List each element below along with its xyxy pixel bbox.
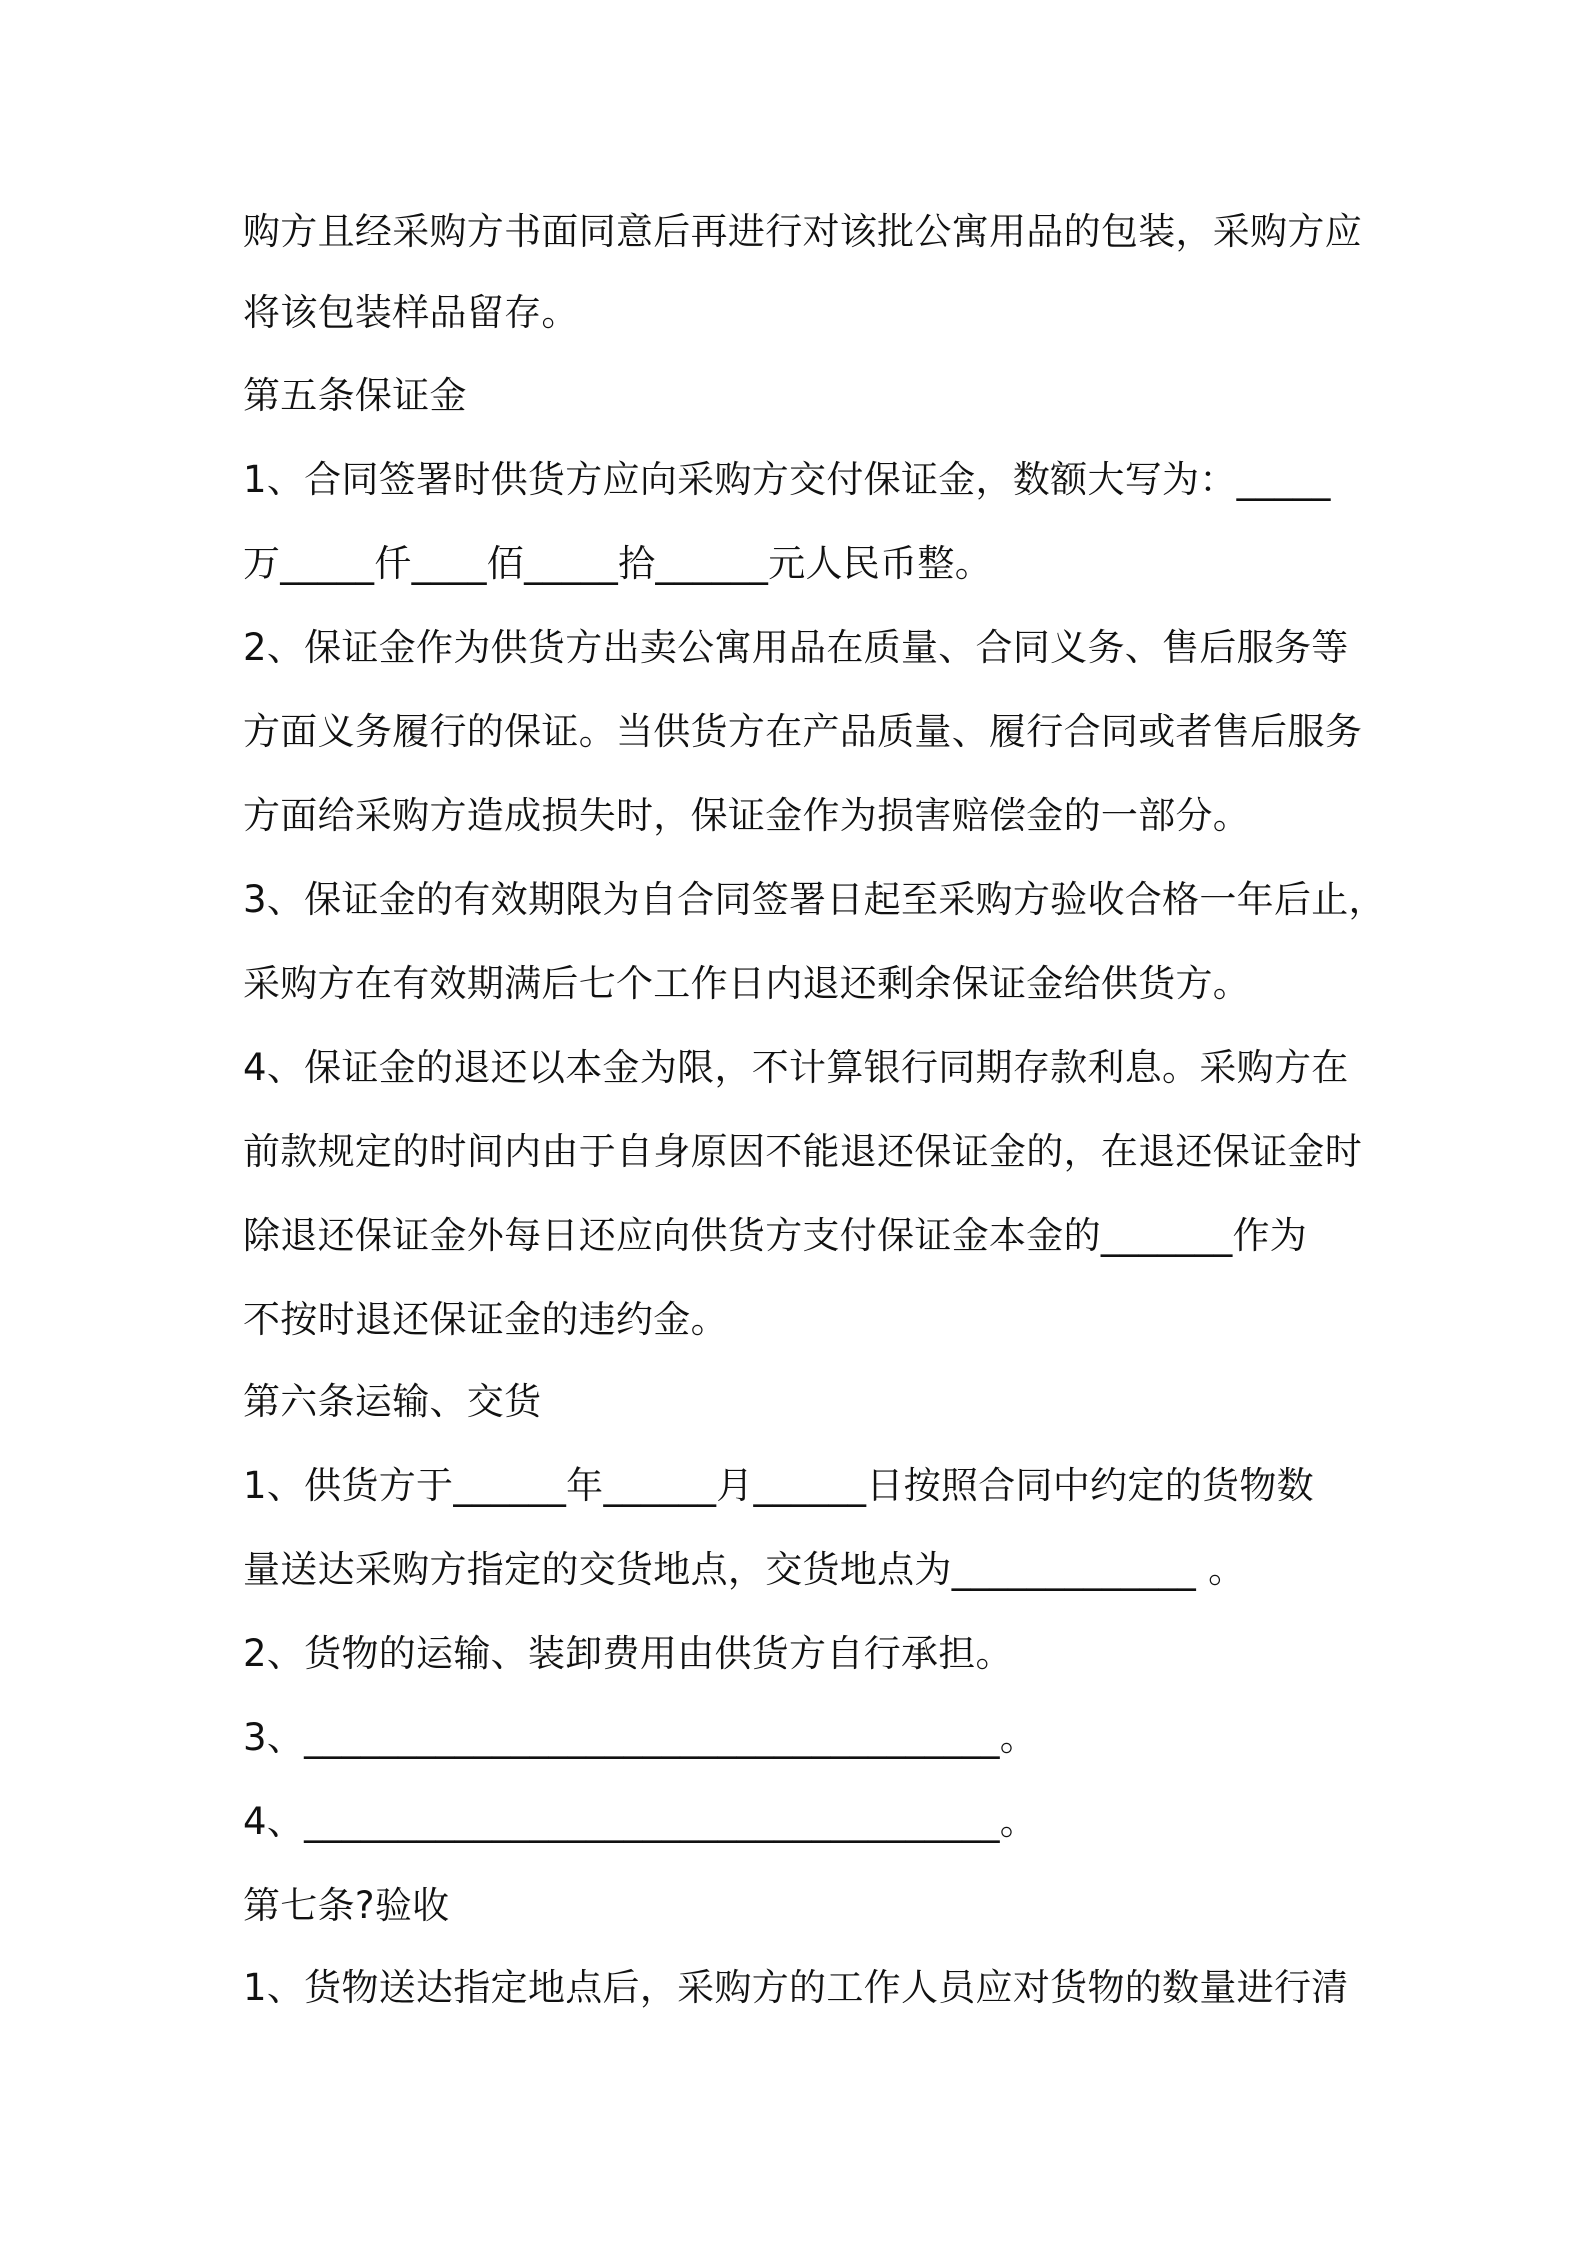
- text-line: 3、保证金的有效期限为自合同签署日起至采购方验收合格一年后止，: [243, 878, 1386, 921]
- text-line: 4、保证金的退还以本金为限，不计算银行同期存款利息。采购方在: [243, 1046, 1349, 1089]
- text-line: 采购方在有效期满后七个工作日内退还剩余保证金给供货方。: [243, 962, 1251, 1005]
- text-line: 购方且经采购方书面同意后再进行对该批公寓用品的包装，采购方应: [243, 210, 1362, 253]
- text-line: 不按时退还保证金的违约金。: [243, 1298, 728, 1341]
- text-line: 方面给采购方造成损失时，保证金作为损害赔偿金的一部分。: [243, 794, 1251, 837]
- text-line: 2、保证金作为供货方出卖公寓用品在质量、合同义务、售后服务等: [243, 626, 1349, 669]
- text-line: 量送达采购方指定的交货地点，交货地点为_____________ 。: [243, 1548, 1246, 1591]
- text-line: 1、供货方于______年______月______日按照合同中约定的货物数: [243, 1464, 1314, 1507]
- text-line: 将该包装样品留存。: [243, 291, 579, 334]
- text-line: 除退还保证金外每日还应向供货方支付保证金本金的_______作为: [243, 1214, 1308, 1257]
- text-line: 方面义务履行的保证。当供货方在产品质量、履行合同或者售后服务: [243, 710, 1362, 753]
- text-line: 万_____仟____佰_____拾______元人民币整。: [243, 542, 992, 585]
- section-heading: 第七条?验收: [243, 1884, 450, 1927]
- text-line: 1、合同签署时供货方应向采购方交付保证金，数额大写为：_____: [243, 458, 1331, 501]
- section-heading: 第五条保证金: [243, 374, 467, 417]
- section-heading: 第六条运输、交货: [243, 1380, 542, 1423]
- text-line: 4、_____________________________________。: [243, 1800, 1038, 1843]
- text-line: 前款规定的时间内由于自身原因不能退还保证金的，在退还保证金时: [243, 1130, 1362, 1173]
- text-line: 3、_____________________________________。: [243, 1716, 1038, 1759]
- text-line: 2、货物的运输、装卸费用由供货方自行承担。: [243, 1632, 1013, 1675]
- text-line: 1、货物送达指定地点后，采购方的工作人员应对货物的数量进行清: [243, 1966, 1349, 2009]
